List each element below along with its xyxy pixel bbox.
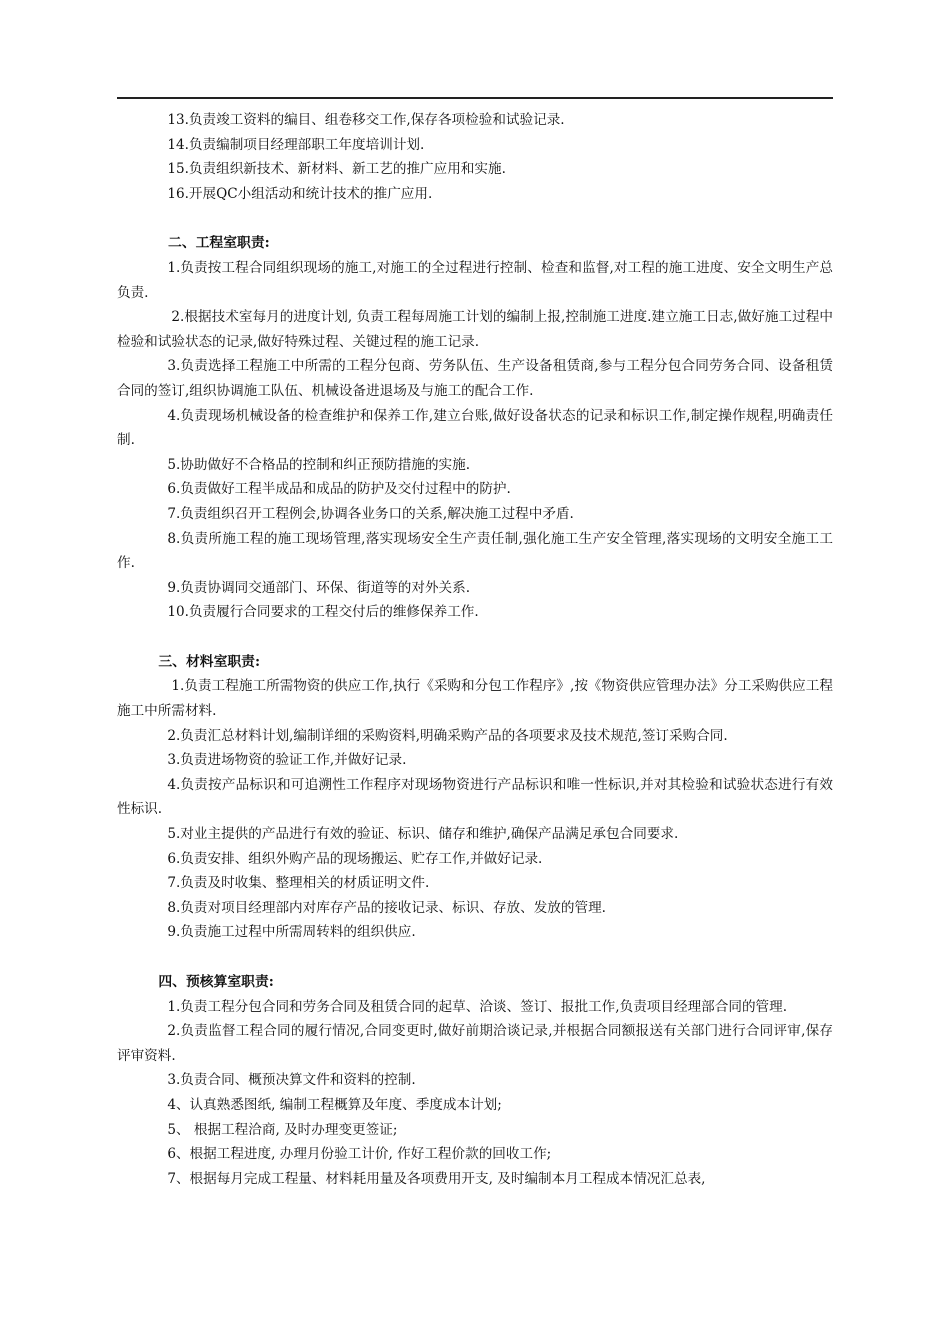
list-item: 1.负责工程施工所需物资的供应工作,执行《采购和分包工作程序》,按《物资供应管理办法》分工采购供应工程施工中所需材料.	[117, 678, 833, 720]
section-heading: 二、工程室职责:	[168, 235, 270, 252]
list-item: 2.负责汇总材料计划,编制详细的采购资料,明确采购产品的各项要求及技术规范,签订采购合同.	[167, 727, 728, 744]
list-item: 13.负责竣工资料的编目、组卷移交工作,保存各项检验和试验记录.	[167, 112, 565, 128]
list-item: 9.负责协调同交通部门、环保、街道等的对外关系.	[167, 579, 471, 596]
list-item: 5.对业主提供的产品进行有效的验证、标识、储存和维护,确保产品满足承包合同要求.	[167, 826, 679, 843]
spacer	[117, 206, 833, 231]
section1-tail-list	[117, 108, 833, 206]
list-item: 5.协助做好不合格品的控制和纠正预防措施的实施.	[167, 456, 471, 473]
section-heading: 三、材料室职责:	[158, 653, 261, 670]
list-item: 14.负责编制项目经理部职工年度培训计划.	[167, 136, 425, 153]
document-body	[117, 108, 833, 1191]
section-heading: 四、预核算室职责:	[158, 974, 274, 990]
list-item: 8.负责所施工程的施工现场管理,落实现场安全生产责任制,强化施工生产安全管理,落实现场的文明安全施工工作.	[117, 530, 833, 572]
list-item: 15.负责组织新技术、新材料、新工艺的推广应用和实施.	[167, 161, 506, 178]
list-item: 7.负责及时收集、整理相关的材质证明文件.	[167, 875, 430, 892]
list-item: 4.负责按产品标识和可追溯性工作程序对现场物资进行产品标识和唯一性标识,并对其检验和试验状态进行有效性标识.	[117, 776, 833, 818]
spacer	[117, 625, 833, 650]
list-item: 7.负责组织召开工程例会,协调各业务口的关系,解决施工过程中矛盾.	[167, 505, 574, 522]
header-rule	[117, 97, 833, 99]
section-materials	[117, 650, 833, 945]
section-engineering	[117, 231, 833, 625]
list-item: 16.开展QC小组活动和统计技术的推广应用.	[167, 185, 433, 202]
list-item: 4、认真熟悉图纸, 编制工程概算及年度、季度成本计划;	[167, 1096, 502, 1113]
list-item: 2.根据技术室每月的进度计划, 负责工程每周施工计划的编制上报,控制施工进度.建立施工日志,做好施工过程中检验和试验状态的记录,做好特殊过程、关键过程的施工记录.	[117, 309, 833, 350]
list-item: 5、 根据工程洽商, 及时办理变更签证;	[167, 1121, 398, 1138]
list-item: 6.负责做好工程半成品和成品的防护及交付过程中的防护.	[167, 481, 511, 498]
section-budget	[117, 970, 833, 1191]
list-item: 6、根据工程进度, 办理月份验工计价, 作好工程价款的回收工作;	[167, 1146, 552, 1163]
list-item: 8.负责对项目经理部内对库存产品的接收记录、标识、存放、发放的管理.	[167, 899, 607, 916]
list-item: 3.负责选择工程施工中所需的工程分包商、劳务队伍、生产设备租赁商,参与工程分包合同劳务合同、设备租赁合同的签订,组织协调施工队伍、机械设备进退场及与施工的配合工作.	[117, 358, 833, 399]
list-item: 2.负责监督工程合同的履行情况,合同变更时,做好前期洽谈记录,并根据合同额报送有关部门进行合同评审,保存评审资料.	[117, 1023, 833, 1064]
list-item: 6.负责安排、组织外购产品的现场搬运、贮存工作,并做好记录.	[167, 850, 543, 867]
list-item: 4.负责现场机械设备的检查维护和保养工作,建立台账,做好设备状态的记录和标识工作,制定操作规程,明确责任制.	[117, 407, 833, 449]
list-item: 1.负责工程分包合同和劳务合同及租赁合同的起草、洽谈、签订、报批工作,负责项目经理部合同的管理.	[167, 998, 788, 1015]
spacer	[117, 945, 833, 970]
list-item: 9.负责施工过程中所需周转料的组织供应.	[167, 924, 416, 941]
list-item: 1.负责按工程合同组织现场的施工,对施工的全过程进行控制、检查和监督,对工程的施工进度、安全文明生产总负责.	[117, 259, 833, 301]
list-item: 3.负责进场物资的验证工作,并做好记录.	[167, 752, 407, 769]
list-item: 7、根据每月完成工程量、材料耗用量及各项费用开支, 及时编制本月工程成本情况汇总表,	[167, 1170, 706, 1187]
list-item: 10.负责履行合同要求的工程交付后的维修保养工作.	[167, 604, 479, 621]
list-item: 3.负责合同、概预决算文件和资料的控制.	[167, 1072, 416, 1089]
